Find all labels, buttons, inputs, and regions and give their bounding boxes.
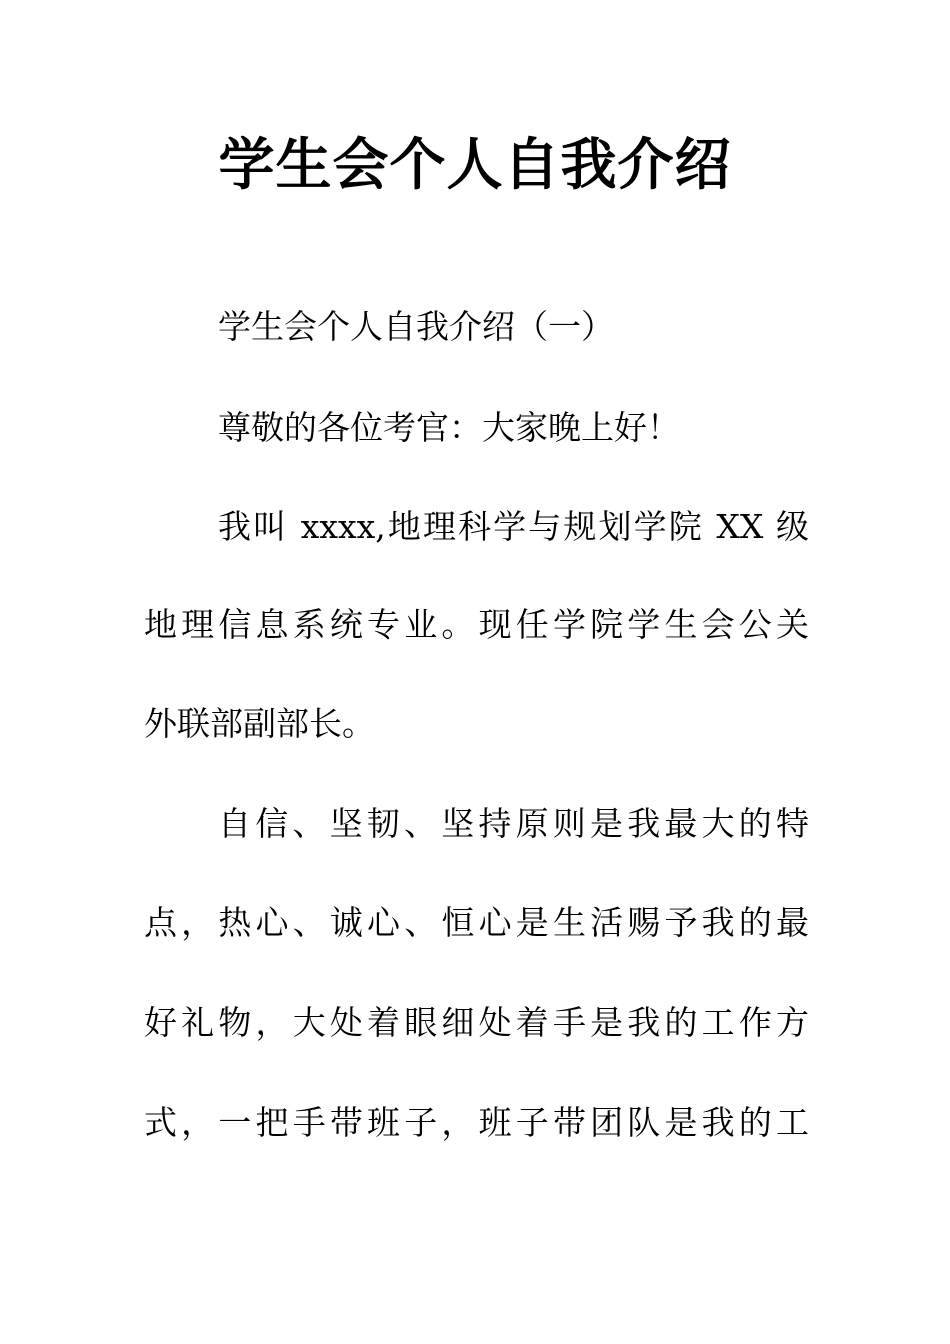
paragraph-1-line-2: 地理信息系统专业。现任学院学生会公关 [144,605,809,644]
greeting-line: 尊敬的各位考官：大家晚上好！ [218,408,680,447]
paragraph-2-line-1: 自信、坚韧、坚持原则是我最大的特 [218,804,809,843]
section-heading: 学生会个人自我介绍（一） [218,307,614,346]
document-title: 学生会个人自我介绍 [218,133,732,198]
paragraph-2-line-3: 好礼物，大处着眼细处着手是我的工作方 [144,1003,809,1042]
paragraph-1-line-3: 外联部副部长。 [144,704,375,743]
paragraph-1-line-1: 我叫 xxxx,地理科学与规划学院 XX 级 [218,507,809,546]
paragraph-2-line-2: 点，热心、诚心、恒心是生活赐予我的最 [144,903,809,942]
paragraph-2-line-4: 式，一把手带班子，班子带团队是我的工 [144,1103,809,1142]
